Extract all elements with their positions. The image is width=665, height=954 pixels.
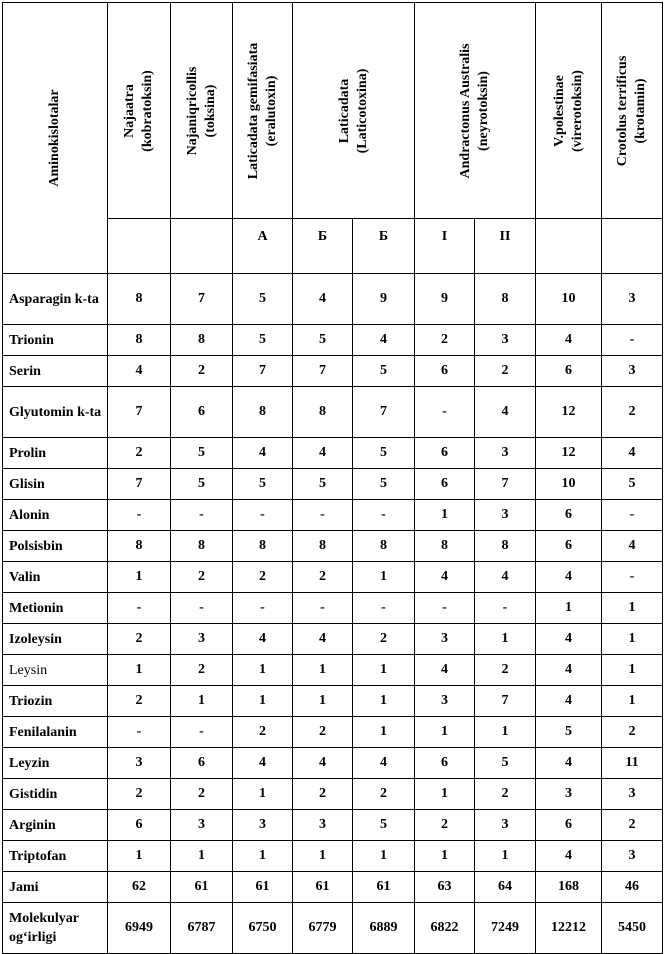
value-cell: 1 [475, 841, 536, 872]
value-cell: 4 [536, 686, 602, 717]
table-row [3, 624, 663, 655]
amino-acid-name: Trionin [3, 325, 108, 356]
table-row [3, 531, 663, 562]
value-cell: 8 [233, 531, 293, 562]
value-cell: 11 [602, 748, 663, 779]
value-cell: 5 [293, 469, 353, 500]
value-cell: 12 [536, 438, 602, 469]
value-cell: 3 [108, 748, 171, 779]
amino-acid-name: Alonin [3, 500, 108, 531]
value-cell: 6 [536, 356, 602, 387]
value-cell: 5 [536, 717, 602, 748]
value-cell: - [602, 500, 663, 531]
header-row [3, 3, 663, 219]
value-cell: - [171, 500, 233, 531]
value-cell: - [108, 500, 171, 531]
header-col-2-name: Najaniqricollis [184, 66, 200, 155]
value-cell: 4 [293, 274, 353, 325]
amino-acid-name: Triptofan [3, 841, 108, 872]
amino-acid-name: Metionin [3, 593, 108, 624]
value-cell: 1 [353, 717, 415, 748]
value-cell: 5 [171, 438, 233, 469]
value-cell: 1 [602, 593, 663, 624]
value-cell: 6 [171, 748, 233, 779]
value-cell: 8 [233, 387, 293, 438]
amino-acid-name: Valin [3, 562, 108, 593]
value-cell: 2 [171, 655, 233, 686]
header-col-7 [602, 3, 663, 219]
value-cell: 4 [536, 841, 602, 872]
header-col-2-toxin: (toksina) [202, 84, 218, 137]
value-cell: 1 [415, 779, 475, 810]
value-cell: 3 [602, 274, 663, 325]
value-cell: 6 [536, 531, 602, 562]
value-cell: 5 [353, 469, 415, 500]
value-cell: 3 [536, 779, 602, 810]
value-cell: 1 [415, 500, 475, 531]
value-cell: 5 [233, 469, 293, 500]
value-cell: - [293, 500, 353, 531]
value-cell: 2 [475, 779, 536, 810]
value-cell: 1 [475, 624, 536, 655]
subheader-cell: Б [293, 219, 353, 274]
value-cell: - [293, 593, 353, 624]
header-col-5-toxin: (neyrotoksin) [476, 70, 491, 151]
value-cell: 2 [108, 686, 171, 717]
value-cell: - [171, 593, 233, 624]
table-row [3, 903, 663, 954]
value-cell: 1 [108, 655, 171, 686]
table-row [3, 841, 663, 872]
subheader-cell: Б [353, 219, 415, 274]
value-cell: 6889 [353, 903, 415, 954]
header-col-4 [293, 3, 415, 219]
header-col-4-name: Laticadata [336, 78, 352, 143]
value-cell: 10 [536, 274, 602, 325]
table-row [3, 356, 663, 387]
value-cell: 5 [602, 469, 663, 500]
table-row [3, 872, 663, 903]
value-cell: 4 [475, 562, 536, 593]
value-cell: 2 [293, 562, 353, 593]
value-cell: 4 [602, 438, 663, 469]
value-cell: 4 [602, 531, 663, 562]
value-cell: 2 [171, 356, 233, 387]
value-cell: 1 [415, 717, 475, 748]
value-cell: 2 [602, 387, 663, 438]
table-row [3, 274, 663, 325]
header-col-2 [171, 3, 233, 219]
value-cell: - [233, 593, 293, 624]
value-cell: - [108, 717, 171, 748]
value-cell: 2 [293, 717, 353, 748]
value-cell: 3 [475, 810, 536, 841]
value-cell: 2 [602, 717, 663, 748]
amino-acid-name: Leyzin [3, 748, 108, 779]
value-cell: 6 [415, 356, 475, 387]
amino-acid-table [2, 2, 663, 954]
value-cell: 1 [293, 841, 353, 872]
value-cell: 4 [536, 325, 602, 356]
value-cell: 4 [353, 748, 415, 779]
value-cell: 5 [171, 469, 233, 500]
table-row [3, 500, 663, 531]
table-row [3, 593, 663, 624]
value-cell: 8 [293, 387, 353, 438]
value-cell: 4 [108, 356, 171, 387]
value-cell: 1 [171, 686, 233, 717]
value-cell: 6 [108, 810, 171, 841]
value-cell: 8 [353, 531, 415, 562]
header-col-1 [108, 3, 171, 219]
value-cell: 3 [475, 438, 536, 469]
header-amino-label: Aminokislotalar [47, 89, 62, 187]
value-cell: 4 [536, 748, 602, 779]
value-cell: - [602, 562, 663, 593]
value-cell: 1 [108, 562, 171, 593]
value-cell: 3 [475, 325, 536, 356]
value-cell: - [353, 593, 415, 624]
value-cell: 2 [353, 624, 415, 655]
table-row [3, 810, 663, 841]
value-cell: 61 [353, 872, 415, 903]
value-cell: 5450 [602, 903, 663, 954]
value-cell: 5 [353, 356, 415, 387]
value-cell: 3 [602, 841, 663, 872]
value-cell: 2 [233, 717, 293, 748]
value-cell: 2 [108, 779, 171, 810]
header-col-5-name: Andractonus Australis [458, 43, 473, 178]
value-cell: 7 [475, 469, 536, 500]
value-cell: 2 [108, 624, 171, 655]
value-cell: 6 [536, 810, 602, 841]
amino-acid-name: Leysin [3, 655, 108, 686]
value-cell: 8 [171, 531, 233, 562]
amino-acid-name: Prolin [3, 438, 108, 469]
value-cell: 1 [353, 686, 415, 717]
table-row [3, 717, 663, 748]
header-col-1-name: Najaatra [122, 83, 137, 138]
amino-acid-name: Asparagin k-ta [3, 274, 108, 325]
header-col-4-toxin: (Laticotoxina) [354, 68, 370, 153]
value-cell: 6 [536, 500, 602, 531]
value-cell: 4 [415, 655, 475, 686]
value-cell: 4 [233, 748, 293, 779]
value-cell: 6 [171, 387, 233, 438]
amino-acid-name: Arginin [3, 810, 108, 841]
value-cell: - [171, 717, 233, 748]
value-cell: 61 [171, 872, 233, 903]
value-cell: - [108, 593, 171, 624]
value-cell: 4 [233, 438, 293, 469]
value-cell: 4 [536, 562, 602, 593]
header-col-3-name: Laticadata gemifasiata [245, 42, 261, 179]
value-cell: 1 [171, 841, 233, 872]
value-cell: 2 [415, 325, 475, 356]
value-cell: 8 [293, 531, 353, 562]
value-cell: 2 [602, 810, 663, 841]
amino-acid-name: Jami [3, 872, 108, 903]
value-cell: 8 [108, 531, 171, 562]
value-cell: 63 [415, 872, 475, 903]
value-cell: 1 [293, 655, 353, 686]
subheader-cell: II [475, 219, 536, 274]
table-row [3, 325, 663, 356]
value-cell: 2 [171, 562, 233, 593]
value-cell: 2 [171, 779, 233, 810]
header-col-3-toxin: (eralutoxin) [263, 75, 279, 146]
value-cell: 1 [602, 686, 663, 717]
value-cell: 10 [536, 469, 602, 500]
amino-acid-name: Gistidin [3, 779, 108, 810]
value-cell: 2 [475, 356, 536, 387]
table-row [3, 387, 663, 438]
header-col-6-toxin: (virerotoksin) [569, 69, 585, 152]
value-cell: 1 [293, 686, 353, 717]
value-cell: 7 [353, 387, 415, 438]
value-cell: 7 [233, 356, 293, 387]
value-cell: 5 [233, 274, 293, 325]
value-cell: 8 [415, 531, 475, 562]
value-cell: 3 [171, 624, 233, 655]
amino-acid-name: Molekulyar og‘irligi [3, 903, 108, 954]
value-cell: 7 [475, 686, 536, 717]
value-cell: 5 [475, 748, 536, 779]
amino-acid-name: Glisin [3, 469, 108, 500]
value-cell: 6787 [171, 903, 233, 954]
value-cell: 3 [233, 810, 293, 841]
value-cell: 6822 [415, 903, 475, 954]
value-cell: 62 [108, 872, 171, 903]
value-cell: 1 [108, 841, 171, 872]
value-cell: 8 [171, 325, 233, 356]
subheader-cell: A [233, 219, 293, 274]
value-cell: - [233, 500, 293, 531]
value-cell: 7 [108, 469, 171, 500]
amino-acid-name: Izoleysin [3, 624, 108, 655]
subheader-cell: I [415, 219, 475, 274]
value-cell: 1 [353, 562, 415, 593]
header-col-6-name: V.polestinae [551, 74, 567, 147]
value-cell: 1 [353, 655, 415, 686]
table-row [3, 748, 663, 779]
header-amino [3, 3, 108, 274]
value-cell: 1 [233, 686, 293, 717]
value-cell: 2 [353, 779, 415, 810]
value-cell: - [353, 500, 415, 531]
value-cell: 8 [475, 274, 536, 325]
value-cell: 4 [415, 562, 475, 593]
value-cell: 168 [536, 872, 602, 903]
value-cell: 2 [293, 779, 353, 810]
value-cell: 3 [171, 810, 233, 841]
value-cell: 3 [415, 624, 475, 655]
subheader-cell [108, 219, 171, 274]
value-cell: 3 [475, 500, 536, 531]
value-cell: - [415, 387, 475, 438]
value-cell: 7249 [475, 903, 536, 954]
value-cell: 1 [233, 841, 293, 872]
amino-acid-name: Glyutomin k-ta [3, 387, 108, 438]
amino-acid-name: Triozin [3, 686, 108, 717]
table-row [3, 779, 663, 810]
value-cell: 4 [293, 438, 353, 469]
value-cell: 4 [536, 655, 602, 686]
value-cell: 8 [108, 274, 171, 325]
value-cell: 2 [233, 562, 293, 593]
value-cell: 4 [293, 624, 353, 655]
header-col-5 [415, 3, 536, 219]
value-cell: 9 [353, 274, 415, 325]
amino-acid-name: Fenilalanin [3, 717, 108, 748]
value-cell: 4 [536, 624, 602, 655]
value-cell: 4 [293, 748, 353, 779]
value-cell: 3 [602, 356, 663, 387]
value-cell: 6 [415, 438, 475, 469]
value-cell: 1 [536, 593, 602, 624]
value-cell: 7 [293, 356, 353, 387]
value-cell: - [415, 593, 475, 624]
value-cell: 9 [415, 274, 475, 325]
value-cell: 6949 [108, 903, 171, 954]
subheader-cell [536, 219, 602, 274]
value-cell: 1 [353, 841, 415, 872]
subheader-cell [171, 219, 233, 274]
value-cell: 2 [415, 810, 475, 841]
table-row [3, 686, 663, 717]
value-cell: 12 [536, 387, 602, 438]
value-cell: 2 [108, 438, 171, 469]
header-col-6 [536, 3, 602, 219]
value-cell: 4 [233, 624, 293, 655]
value-cell: 7 [171, 274, 233, 325]
value-cell: 5 [353, 810, 415, 841]
value-cell: 6 [415, 469, 475, 500]
table-row [3, 562, 663, 593]
header-col-7-toxin: (krotamin) [633, 77, 648, 144]
value-cell: 6779 [293, 903, 353, 954]
value-cell: 5 [293, 325, 353, 356]
value-cell: 2 [475, 655, 536, 686]
value-cell: 5 [233, 325, 293, 356]
amino-acid-name: Polsisbin [3, 531, 108, 562]
value-cell: 61 [293, 872, 353, 903]
value-cell: 3 [602, 779, 663, 810]
value-cell: 61 [233, 872, 293, 903]
value-cell: 1 [233, 655, 293, 686]
value-cell: 1 [415, 841, 475, 872]
value-cell: 3 [293, 810, 353, 841]
subheader-cell [602, 219, 663, 274]
header-col-1-toxin: (kobratoksin) [140, 69, 155, 152]
value-cell: 5 [353, 438, 415, 469]
value-cell: 12212 [536, 903, 602, 954]
value-cell: 3 [415, 686, 475, 717]
value-cell: 46 [602, 872, 663, 903]
value-cell: 6 [415, 748, 475, 779]
value-cell: 1 [602, 655, 663, 686]
value-cell: 6750 [233, 903, 293, 954]
value-cell: 7 [108, 387, 171, 438]
table-row [3, 655, 663, 686]
amino-acid-name: Serin [3, 356, 108, 387]
value-cell: 1 [602, 624, 663, 655]
value-cell: 8 [108, 325, 171, 356]
value-cell: 1 [475, 717, 536, 748]
header-col-3 [233, 3, 293, 219]
value-cell: - [475, 593, 536, 624]
value-cell: 4 [475, 387, 536, 438]
value-cell: 1 [233, 779, 293, 810]
table-row [3, 469, 663, 500]
value-cell: - [602, 325, 663, 356]
value-cell: 64 [475, 872, 536, 903]
value-cell: 4 [353, 325, 415, 356]
header-col-7-name: Crotolus terrificus [615, 55, 630, 166]
table-row [3, 438, 663, 469]
value-cell: 8 [475, 531, 536, 562]
